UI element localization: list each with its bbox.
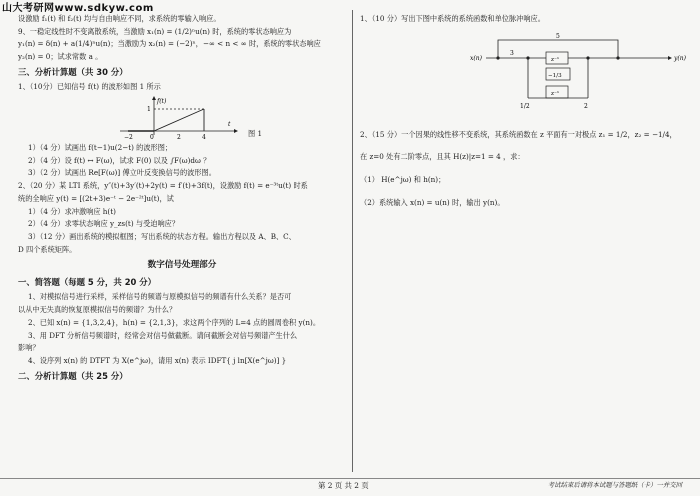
q1-part1: 1）（4 分）试画出 f(t−1)u(2−t) 的波形图； — [28, 142, 173, 152]
q2-line2: 统的全响应 y(t) = [(2t+3)e⁻ᵗ − 2e⁻²ᵗ]u(t)，试 — [18, 193, 174, 203]
part-title: 数字信号处理部分 — [147, 260, 217, 271]
right-column — [360, 14, 690, 211]
d-z1-bottom: z⁻¹ — [551, 90, 560, 97]
d-z1-top: z⁻¹ — [551, 56, 560, 63]
s4-line: 4、设序列 x(n) 的 DTFT 为 X(e^jω)，请用 x(n) 表示 IDFT{ j ln[X(e^jω)] } — [28, 355, 287, 365]
figure1-caption: 图 1 — [248, 128, 263, 138]
fig-ylabel: f(t) — [157, 97, 167, 105]
r2-line1: 2、（15 分）一个因果的线性移不变系统，其系统函数在 z 平面有一对极点 z₁ = 1/2，z₂ = −1/4， — [360, 129, 677, 139]
watermark: 山大考研网www.sdkyw.com — [2, 3, 154, 14]
q9-line2: y₁(n) = δ(n) + a(1/4)ⁿu(n)；当激励为 x₂(n) = (−2)ⁿ，−∞ < n < ∞ 时，系统的零状态响应 — [18, 39, 321, 49]
footer-note: 考试结束后请将本试题与答题纸（卡）一并交回 — [547, 481, 682, 489]
system-diagram — [468, 30, 688, 110]
q2-part1: 1）（4 分）求冲激响应 h(t) — [28, 206, 116, 216]
q2-line1: 2、（20 分）某 LTI 系统，y″(t)+3y′(t)+2y(t) = f′(t)+3f(t)，设激励 f(t) = e⁻³ᵗu(t) 时系 — [18, 181, 308, 191]
section1-title: 一、简答题（每题 5 分，共 20 分） — [18, 277, 157, 287]
d-gain-half: 1/2 — [520, 102, 530, 110]
left-column — [18, 14, 346, 386]
s2-line: 2、已知 x(n) = {1,3,2,4}，h(n) = {2,1,3}，求这两个序列的 L=4 点的圆周卷积 y(n)。 — [28, 317, 321, 327]
q1-part2: 2）（4 分）设 f(t) ↔ F(ω)，试求 F(0) 以及 ∫F(ω)dω ？ — [28, 155, 211, 165]
d-gain-3: 3 — [510, 49, 514, 57]
d-gain-m13: −1/3 — [548, 72, 562, 79]
q2-part2: 2）（4 分）求零状态响应 y_zs(t) 与受迫响应？ — [28, 219, 180, 229]
fig-tick-1: 1 — [147, 105, 151, 113]
q1-part3: 3）（2 分）试画出 Re[F(ω)] 傅立叶反变换信号的波形图。 — [28, 168, 216, 178]
f-axis-arrow — [152, 96, 156, 100]
d-input: x(n) — [470, 54, 482, 62]
d-gain-2: 2 — [584, 102, 588, 110]
s3-line1: 3、用 DFT 分析信号频谱时，经常会对信号做截断。请问截断会对信号频谱产生什么 — [28, 330, 298, 340]
q2-part3a: 3）（12 分）画出系统的模拟框图；写出系统的状态方程。输出方程以及 A、B、C、 — [28, 231, 296, 241]
output-arrow — [668, 56, 672, 60]
ramp-line — [154, 109, 204, 131]
section2-title: 二、分析计算题（共 25 分） — [18, 370, 128, 381]
r1-text: 1、（10 分）写出下图中系统的系统函数和单位脉冲响应。 — [360, 14, 545, 23]
r2-part2: （2）系统输入 x(n) = u(n) 时，输出 y(n)。 — [360, 197, 505, 207]
r2-part1: （1） H(e^jω) 和 h(n)； — [360, 175, 446, 185]
fig-tlabel: t — [228, 120, 231, 128]
s1-line1: 1、对模拟信号进行采样，采样信号的频谱与原模拟信号的频谱有什么关系？是否可 — [28, 292, 292, 302]
block-diagram — [468, 30, 688, 110]
fig-tick-4: 4 — [202, 133, 206, 141]
fig-tick-m2: −2 — [124, 133, 133, 141]
q2-part3b: D 四个系统矩阵。 — [18, 244, 77, 254]
fig-tick-2: 2 — [177, 133, 181, 141]
q9-line1: 9、一稳定线性时不变离散系统，当激励 x₁(n) = (1/2)ⁿu(n) 时，系统的零状态响应为 — [18, 26, 292, 36]
t-axis-arrow — [234, 129, 238, 133]
s3-line2: 影响？ — [18, 343, 40, 353]
r2-line2: 在 z=0 处有二阶零点，且其 H(z)|z=1 = 4 ，求： — [360, 152, 525, 162]
q1-text: 1、（10分）已知信号 f(t) 的波形如图 1 所示 — [18, 82, 161, 92]
figure1-plot — [118, 95, 238, 141]
page-footer — [0, 478, 700, 493]
section3-title: 三、分析计算题（共 30 分） — [18, 66, 128, 77]
figure1-signal — [118, 95, 263, 141]
s1-line2: 以从中无失真的恢复原模拟信号的频谱？为什么？ — [18, 305, 177, 315]
d-gain-5: 5 — [556, 32, 560, 40]
adder-out — [616, 56, 619, 59]
d-output: y(n) — [674, 54, 686, 62]
page-number: 第 2 页 共 2 页 — [318, 481, 369, 490]
fig-tick-0: 0 — [150, 133, 154, 141]
column-divider — [352, 10, 353, 472]
intro-line: 设激励 f₁(t) 和 f₂(t) 均与自由响应不同，求系统的零输入响应。 — [18, 14, 221, 23]
q9-line3: y₂(n) = 0；试求常数 a 。 — [18, 52, 103, 62]
